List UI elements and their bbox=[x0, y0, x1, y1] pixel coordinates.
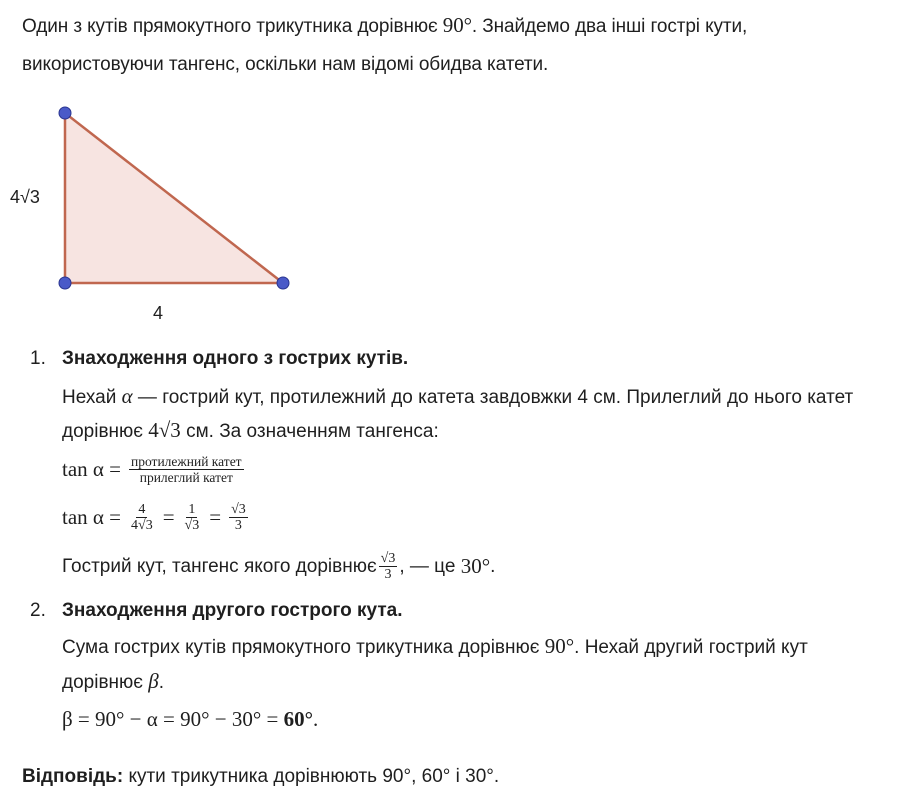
intro-angle: 90° bbox=[442, 13, 472, 37]
leg-value: 4√3 bbox=[148, 418, 181, 442]
tangent-calculation-formula bbox=[62, 502, 250, 533]
final-answer bbox=[22, 766, 499, 788]
step1-text-line2 bbox=[62, 418, 439, 443]
formula1-lhs: tan α = bbox=[62, 457, 122, 481]
step1-text1-b: — гострий кут, протилежний до катета завдовжки 4 см. Прилеглий до нього катет bbox=[132, 387, 854, 408]
definition-denominator: прилеглий катет bbox=[139, 470, 233, 485]
triangle-shape bbox=[65, 113, 283, 283]
conclusion-num: √3 bbox=[380, 551, 396, 566]
conclusion-text-a: Гострий кут, тангенс якого дорівнює bbox=[62, 555, 377, 577]
step2-number: 2. bbox=[30, 600, 46, 621]
frac1-den: 4√3 bbox=[131, 518, 153, 533]
step1-text2-b: см. За означенням тангенса: bbox=[180, 421, 439, 442]
fraction-4-over-4sqrt3 bbox=[129, 502, 155, 533]
beta-formula-end: . bbox=[313, 707, 319, 731]
frac3-num: √3 bbox=[231, 502, 246, 517]
alpha-symbol: α bbox=[121, 384, 133, 408]
vertex-top bbox=[59, 107, 71, 119]
equals-sign-1: = bbox=[162, 505, 175, 529]
conclusion-text-b: , — це bbox=[399, 555, 456, 577]
intro-text-2: . Знайдемо два інші гострі кути, bbox=[471, 16, 748, 37]
definition-fraction bbox=[129, 454, 244, 485]
conclusion-text-c: . bbox=[490, 555, 496, 577]
step2-text1-a: Сума гострих кутів прямокутного трикутника дорівнює bbox=[62, 637, 545, 658]
step1-title: Знаходження одного з гострих кутів. bbox=[62, 348, 409, 369]
fraction-sqrt3-over-3 bbox=[229, 502, 248, 533]
conclusion-den: 3 bbox=[384, 567, 392, 582]
step1-number: 1. bbox=[30, 348, 46, 369]
frac2-num: 1 bbox=[188, 502, 196, 517]
frac1-num: 4 bbox=[138, 502, 146, 517]
step2-text2-a: дорівнює bbox=[62, 672, 149, 693]
step2-text-line2 bbox=[62, 669, 164, 694]
vertical-leg-label: 4√3 bbox=[10, 187, 40, 207]
triangle-diagram bbox=[0, 98, 320, 330]
frac3-den: 3 bbox=[234, 518, 242, 533]
frac2-den: √3 bbox=[184, 518, 200, 533]
conclusion-fraction bbox=[379, 551, 398, 582]
triangle-figure bbox=[0, 98, 320, 330]
definition-numerator: протилежний катет bbox=[131, 454, 242, 469]
beta-result: 60° bbox=[283, 707, 314, 731]
conclusion-angle: 30° bbox=[460, 554, 491, 578]
step1-text-line1 bbox=[62, 384, 853, 409]
step2-title: Знаходження другого гострого кута. bbox=[62, 600, 403, 621]
intro-text-1: Один з кутів прямокутного трикутника дорівнює bbox=[22, 16, 443, 37]
intro-paragraph bbox=[22, 6, 902, 84]
step2-text1-b: . Нехай другий гострий кут bbox=[574, 637, 808, 658]
intro-text-line2: використовуючи тангенс, оскільки нам відомі обидва катети. bbox=[22, 54, 549, 75]
answer-text: кути трикутника дорівнюють 90°, 60° і 30°. bbox=[123, 766, 500, 787]
step1-conclusion bbox=[62, 551, 495, 582]
equals-sign-2: = bbox=[209, 505, 222, 529]
beta-formula-body: β = 90° − α = 90° − 30° = bbox=[62, 707, 284, 731]
beta-formula bbox=[62, 707, 318, 732]
formula2-lhs: tan α = bbox=[62, 505, 122, 529]
step2-text2-b: . bbox=[158, 672, 165, 693]
vertex-right-angle bbox=[59, 277, 71, 289]
step2-angle: 90° bbox=[544, 634, 575, 658]
step1-text2-a: дорівнює bbox=[62, 421, 149, 442]
horizontal-leg-label: 4 bbox=[153, 303, 164, 323]
fraction-1-over-sqrt3 bbox=[183, 502, 202, 533]
beta-symbol: β bbox=[148, 669, 159, 693]
step1-text1-a: Нехай bbox=[62, 387, 122, 408]
tangent-definition-formula bbox=[62, 454, 246, 485]
vertex-bottom-right bbox=[277, 277, 289, 289]
answer-label: Відповідь: bbox=[22, 766, 124, 787]
step2-text-line1 bbox=[62, 634, 808, 659]
